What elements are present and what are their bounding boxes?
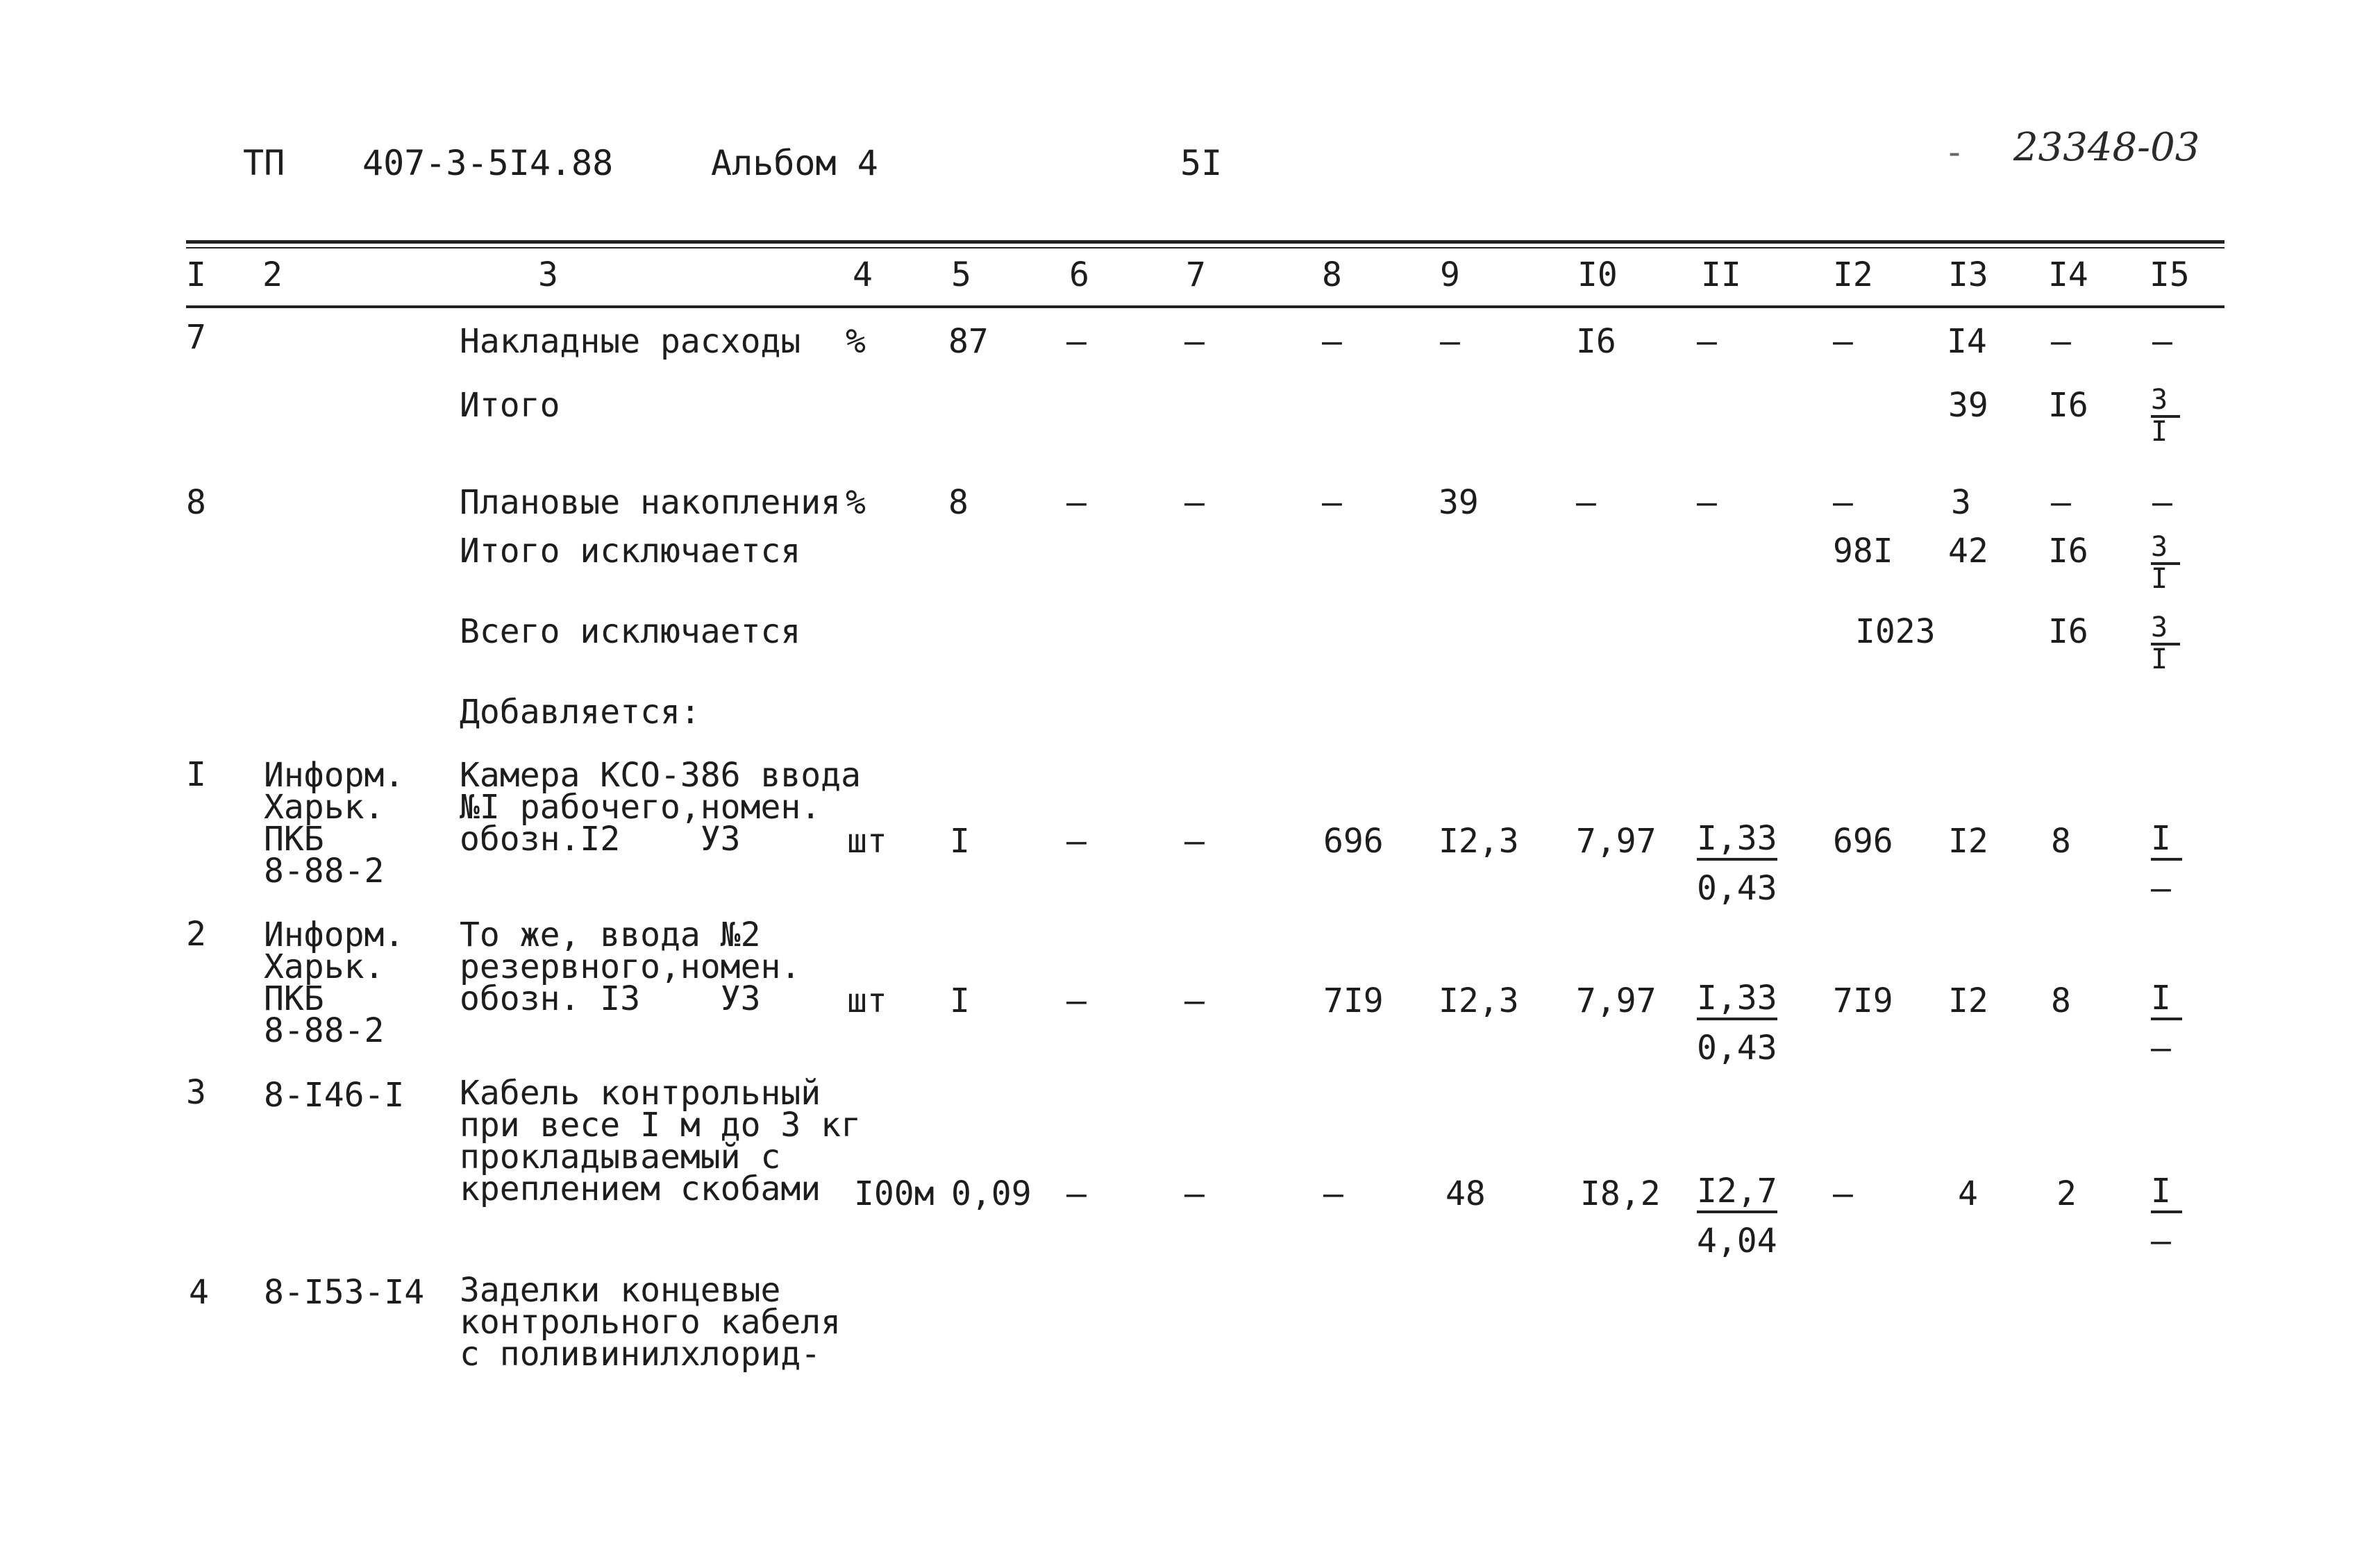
col-header: 8 <box>1322 255 1342 294</box>
cell: – <box>1184 822 1205 861</box>
fraction-denominator: – <box>2151 1029 2171 1068</box>
fraction-numerator: 3 <box>2151 386 2180 418</box>
fraction-cell <box>1697 980 1777 1066</box>
album-label: Альбом 4 <box>711 143 878 183</box>
cell: I2 <box>1948 981 1988 1020</box>
row-unit: I00м <box>854 1174 935 1213</box>
row-name: Накладные расходы <box>460 322 801 361</box>
row-qty: 8 <box>948 483 969 522</box>
fraction-numerator: I2,7 <box>1697 1173 1777 1213</box>
cell: – <box>1697 322 1717 361</box>
cell: – <box>1323 1174 1343 1213</box>
col-header: I0 <box>1577 255 1618 294</box>
cell: – <box>1066 322 1087 361</box>
row-number: 8 <box>186 483 206 522</box>
row-number: 3 <box>186 1073 206 1112</box>
cell: 7I9 <box>1833 981 1893 1020</box>
row-name: Заделки концевые контрольного кабеля с поливинилхлорид- <box>460 1271 841 1374</box>
row-qty: I <box>950 822 970 861</box>
cell: – <box>1833 483 1853 522</box>
cell: 2 <box>2056 1174 2077 1213</box>
row-name: Итого исключается <box>460 532 801 571</box>
cell: – <box>1184 483 1205 522</box>
fraction-denominator: – <box>2151 1222 2171 1260</box>
cell: 4 <box>1958 1174 1978 1213</box>
col-header: II <box>1701 255 1741 294</box>
cell: – <box>1833 1174 1853 1213</box>
header-dash: - <box>1944 132 1966 172</box>
col-header: I3 <box>1948 255 1988 294</box>
cell: – <box>1066 822 1087 861</box>
cell: – <box>1576 483 1596 522</box>
cell: 98I <box>1833 532 1893 571</box>
cell: – <box>1066 981 1087 1020</box>
fraction-denominator: 0,43 <box>1697 869 1777 908</box>
col-header: 3 <box>538 255 558 294</box>
row-unit: % <box>846 483 866 522</box>
row-unit: шт <box>847 981 887 1020</box>
row-name: Всего исключается <box>460 612 801 651</box>
row-number: 7 <box>186 318 206 357</box>
row-qty: I <box>950 981 970 1020</box>
cell: – <box>1184 1174 1205 1213</box>
row-number: 4 <box>189 1273 209 1312</box>
cell: I2 <box>1948 822 1988 861</box>
cell: I6 <box>2048 612 2088 651</box>
handwritten-number: 23348-03 <box>2013 125 2200 170</box>
col-header: 7 <box>1186 255 1206 294</box>
fraction-cell <box>2151 386 2180 446</box>
fraction-numerator: 3 <box>2151 614 2180 646</box>
cell: 8 <box>2051 981 2071 1020</box>
cell: I6 <box>2048 386 2088 425</box>
fraction-cell <box>2151 611 2180 675</box>
section-heading: Добавляется: <box>460 693 701 732</box>
cell: 3 <box>1951 483 1971 522</box>
cell: – <box>1697 483 1717 522</box>
cell: – <box>1322 483 1342 522</box>
cell: I4 <box>1947 322 1987 361</box>
fraction-cell <box>1697 820 1777 906</box>
cell: I6 <box>2048 532 2088 571</box>
row-name: Камера КСО-386 ввода №I рабочего,номен. обозн.I2 У3 <box>460 756 861 859</box>
cell: I2,3 <box>1439 981 1519 1020</box>
cell: – <box>2152 322 2172 361</box>
fraction-numerator: I <box>2151 1173 2182 1213</box>
doc-code: ТП <box>243 143 285 183</box>
fraction-cell <box>1697 1173 1777 1259</box>
fraction-numerator: I,33 <box>1697 980 1777 1020</box>
fraction-numerator: I <box>2151 820 2182 861</box>
row-number: 2 <box>186 915 206 954</box>
row-reference: Информ. Харьк. ПКБ 8-88-2 <box>264 915 405 1050</box>
fraction-cell <box>2151 1173 2182 1259</box>
cell: 7,97 <box>1576 981 1657 1020</box>
fraction-denominator: I <box>2151 643 2168 675</box>
fraction-numerator: I <box>2151 980 2182 1020</box>
fraction-cell <box>2151 533 2180 593</box>
cell: – <box>2051 483 2071 522</box>
row-name: То же, ввода №2 резервного,номен. обозн. I3 У3 <box>460 915 801 1018</box>
table-header-bottom-rule <box>186 305 2224 308</box>
doc-number: 407-3-5I4.88 <box>362 143 614 183</box>
cell: I6 <box>1576 322 1616 361</box>
cell: 39 <box>1439 483 1479 522</box>
cell: 42 <box>1948 532 1988 571</box>
col-header: 9 <box>1440 255 1460 294</box>
cell: – <box>2152 483 2172 522</box>
cell: I023 <box>1855 612 1936 651</box>
col-header: 2 <box>262 255 283 294</box>
fraction-denominator: 0,43 <box>1697 1029 1777 1068</box>
row-reference: Информ. Харьк. ПКБ 8-88-2 <box>264 756 405 891</box>
cell: I8,2 <box>1580 1174 1661 1213</box>
cell: 696 <box>1323 822 1384 861</box>
col-header: 5 <box>951 255 971 294</box>
row-number: I <box>186 755 206 794</box>
cell: – <box>1066 483 1087 522</box>
row-name: Плановые накопления <box>460 483 841 522</box>
cell: – <box>1184 981 1205 1020</box>
cell: 39 <box>1948 386 1988 425</box>
row-reference: 8-I46-I <box>264 1076 405 1115</box>
fraction-denominator: 4,04 <box>1697 1222 1777 1260</box>
fraction-denominator: I <box>2151 416 2168 448</box>
cell: – <box>1066 1174 1087 1213</box>
fraction-cell <box>2151 820 2182 906</box>
cell: 696 <box>1833 822 1893 861</box>
cell: – <box>1322 322 1342 361</box>
fraction-denominator: I <box>2151 563 2168 595</box>
table-top-rule <box>186 240 2224 244</box>
col-header: I4 <box>2048 255 2088 294</box>
row-qty: 0,09 <box>951 1174 1032 1213</box>
table-top-rule-2 <box>186 247 2224 248</box>
cell: I2,3 <box>1439 822 1519 861</box>
col-header: 6 <box>1069 255 1089 294</box>
cell: – <box>1833 322 1853 361</box>
row-unit: шт <box>847 822 887 861</box>
col-header: I <box>186 255 206 294</box>
fraction-denominator: – <box>2151 869 2171 908</box>
col-header: I5 <box>2149 255 2190 294</box>
row-unit: % <box>846 322 866 361</box>
cell: – <box>1440 322 1460 361</box>
fraction-numerator: I,33 <box>1697 820 1777 861</box>
cell: 7I9 <box>1323 981 1384 1020</box>
cell: 48 <box>1445 1174 1486 1213</box>
row-qty: 87 <box>948 322 989 361</box>
page-number: 5I <box>1180 143 1223 183</box>
row-name: Кабель контрольный при весе I м до 3 кг прокладываемый с креплением скобами <box>460 1074 861 1208</box>
cell: – <box>2051 322 2071 361</box>
cell: 8 <box>2051 822 2071 861</box>
col-header: 4 <box>853 255 873 294</box>
row-name: Итого <box>460 386 560 425</box>
fraction-cell <box>2151 980 2182 1066</box>
row-reference: 8-I53-I4 <box>264 1273 425 1312</box>
cell: 7,97 <box>1576 822 1657 861</box>
cell: – <box>1184 322 1205 361</box>
col-header: I2 <box>1833 255 1873 294</box>
fraction-numerator: 3 <box>2151 533 2180 565</box>
